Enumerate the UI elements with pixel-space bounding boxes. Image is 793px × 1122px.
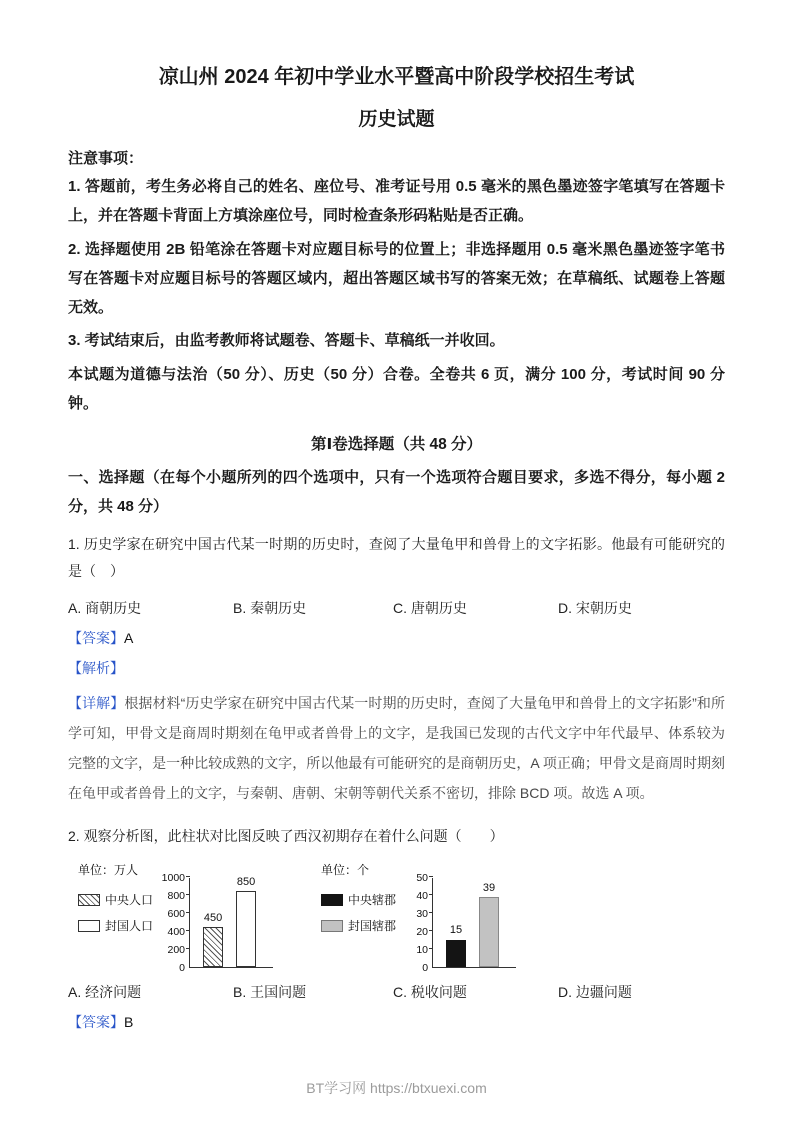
legend-label: 中央辖郡 (348, 893, 397, 908)
question-1-options (68, 598, 725, 618)
answer-value: A (124, 630, 134, 647)
legend-swatch-icon (78, 920, 100, 932)
y-tick-label: 600 (167, 907, 186, 920)
y-tick-label: 0 (179, 961, 186, 974)
bar-value-label: 39 (482, 881, 496, 894)
doc-subtitle: 历史试题 (358, 109, 435, 130)
question-1-answer (68, 628, 725, 648)
legend-swatch-icon (321, 894, 343, 906)
question-2-charts (78, 859, 725, 974)
analysis-label: 【解析】 (68, 660, 124, 677)
bar-封国辖郡 (479, 881, 499, 967)
option-a: A. 经济问题 (68, 984, 142, 1001)
y-axis-ticks (157, 871, 189, 974)
option-c: C. 唐朝历史 (393, 600, 467, 617)
legend-item (78, 917, 153, 934)
y-tick-label: 10 (416, 943, 429, 956)
plot-area (432, 878, 516, 968)
y-tick-label: 50 (416, 871, 429, 884)
bar-中央人口 (203, 911, 223, 968)
answer-label: 【答案】 (68, 630, 124, 647)
y-tick-label: 40 (416, 889, 429, 902)
legend-item (321, 891, 396, 908)
option-d: D. 边疆问题 (558, 984, 632, 1001)
notice-item-2: 2. 选择题使用 2B 铅笔涂在答题卡对应题目标号的位置上；非选择题用 0.5 毫米黑色墨迹签字笔书写在答题卡对应题目标号的答题区域内，超出答题区域书写的答案无效；在草稿纸、试题卷上答题无效。 (68, 240, 725, 316)
option-b: B. 秦朝历史 (233, 600, 307, 617)
legend-label: 封国辖郡 (348, 919, 397, 934)
option-c: C. 税收问题 (393, 984, 467, 1001)
legend-item (78, 891, 153, 908)
question-2-answer (68, 1012, 725, 1032)
notice-item-1: 1. 答题前，考生务必将自己的姓名、座位号、准考证号用 0.5 毫米的黑色墨迹签字笔填写在答题卡上，并在答题卡背面上方填涂座位号，同时检查条形码粘贴是否正确。 (68, 178, 725, 225)
bar-value-label: 850 (236, 875, 256, 888)
question-1-detail (68, 688, 725, 808)
answer-value: B (124, 1014, 134, 1031)
notice-item-4: 本试题为道德与法治（50 分）、历史（50 分）合卷。全卷共 6 页，满分 100 分，考试时间 90 分钟。 (68, 365, 725, 412)
doc-title: 凉山州 2024 年初中学业水平暨高中阶段学校招生考试 (158, 66, 635, 88)
question-1-analysis-label (68, 658, 725, 678)
option-b: B. 王国问题 (233, 984, 307, 1001)
question-2-options (68, 982, 725, 1002)
part-heading: 第Ⅰ卷选择题（共 48 分） (310, 436, 483, 453)
detail-text: 根据材料“历史学家在研究中国古代某一时期的历史时，查阅了大量龟甲和兽骨上的文字拓影”和所学可知，甲骨文是商周时期刻在龟甲或者兽骨上的文字，是我国已发现的古代文字中年代最早、体系较为完整的文字，是一种比较成熟的文字，所以他最有可能研究的是商朝历史，A 项正确；甲骨文是商周时期刻在龟甲或者兽骨上的文字，与秦朝、唐朝、宋朝等朝代关系不密切，排除 BCD 项。故选 A 项。 (68, 695, 725, 802)
population-bar-chart (78, 859, 273, 974)
y-tick-label: 1000 (161, 871, 186, 884)
y-tick-label: 0 (422, 961, 429, 974)
legend-swatch-icon (78, 894, 100, 906)
question-1-stem: 1. 历史学家在研究中国古代某一时期的历史时，查阅了大量龟甲和兽骨上的文字拓影。他最有可能研究的是（ ） (68, 536, 725, 579)
chart-legend (78, 891, 153, 934)
legend-label: 封国人口 (105, 919, 154, 934)
notice-item-3: 3. 考试结束后，由监考教师将试题卷、答题卡、草稿纸一并收回。 (68, 332, 505, 350)
legend-label: 中央人口 (105, 893, 154, 908)
detail-label: 【详解】 (68, 695, 125, 712)
y-axis-ticks (400, 871, 432, 974)
bar-value-label: 450 (203, 911, 223, 924)
chart-unit-label: 单位：万人 (78, 863, 139, 878)
legend-item (321, 917, 396, 934)
commandery-bar-chart (321, 859, 516, 974)
option-d: D. 宋朝历史 (558, 600, 632, 617)
chart-unit-label: 单位：个 (321, 863, 370, 878)
footer-watermark: BT学习网 https://btxuexi.com (306, 1080, 487, 1096)
bar-中央辖郡 (446, 924, 466, 967)
y-tick-label: 400 (167, 925, 186, 938)
chart-legend (321, 891, 396, 934)
y-tick-label: 20 (416, 925, 429, 938)
section-intro: 一、选择题（在每个小题所列的四个选项中，只有一个选项符合题目要求，多选不得分，每小题 2 分，共 48 分） (68, 469, 725, 515)
question-2-stem: 2. 观察分析图，此柱状对比图反映了西汉初期存在着什么问题（ ） (68, 827, 504, 844)
option-a: A. 商朝历史 (68, 600, 142, 617)
y-tick-label: 200 (167, 943, 186, 956)
bar-value-label: 15 (449, 924, 463, 937)
answer-label: 【答案】 (68, 1014, 124, 1031)
notice-heading: 注意事项： (68, 150, 144, 167)
plot-area (189, 875, 273, 968)
legend-swatch-icon (321, 920, 343, 932)
y-tick-label: 30 (416, 907, 429, 920)
y-tick-label: 800 (167, 889, 186, 902)
bar-封国人口 (236, 875, 256, 968)
